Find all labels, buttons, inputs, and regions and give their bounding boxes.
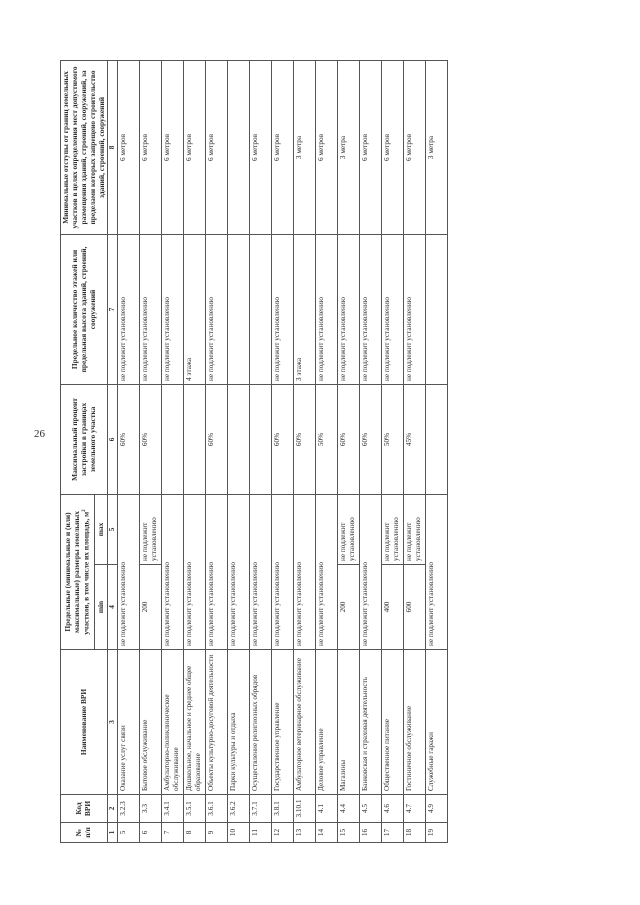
coverage-percent <box>184 384 206 494</box>
column-number: 1 <box>108 823 118 843</box>
table-row <box>272 60 294 842</box>
vri-name: Служебные гаражи <box>426 650 448 795</box>
table-row <box>316 60 338 842</box>
coverage-percent: 60% <box>360 384 382 494</box>
table-row <box>360 60 382 842</box>
row-number: 11 <box>250 823 272 843</box>
area-max: не подлежит установлению <box>404 494 426 564</box>
header-name: Наименование ВРИ <box>61 650 108 795</box>
area-limits: не подлежит установлению <box>228 494 250 649</box>
area-limits: не подлежит установлению <box>250 494 272 649</box>
table-row <box>404 60 426 842</box>
table-row <box>118 60 140 842</box>
header-code: Код ВРИ <box>61 795 108 823</box>
setback-limit: 3 метра <box>426 60 448 234</box>
area-limits: не подлежит установлению <box>206 494 228 649</box>
floors-limit: не подлежит установлению <box>382 234 404 384</box>
table-row <box>294 60 316 842</box>
column-number: 5 <box>108 494 118 564</box>
zoning-table <box>60 60 448 843</box>
floors-limit: не подлежит установлению <box>118 234 140 384</box>
row-number: 7 <box>162 823 184 843</box>
column-number: 6 <box>108 384 118 494</box>
coverage-percent: 60% <box>140 384 162 494</box>
table-row <box>382 60 404 842</box>
row-number: 10 <box>228 823 250 843</box>
floors-limit <box>250 234 272 384</box>
coverage-percent: 60% <box>118 384 140 494</box>
vri-name: Государственное управление <box>272 650 294 795</box>
area-max: не подлежит установлению <box>140 494 162 564</box>
vri-name: Магазины <box>338 650 360 795</box>
vri-name: Бытовое обслуживание <box>140 650 162 795</box>
floors-limit <box>228 234 250 384</box>
vri-code: 3.5.1 <box>184 795 206 823</box>
vri-code: 3.4.1 <box>162 795 184 823</box>
table-row <box>162 60 184 842</box>
setback-limit: 6 метров <box>184 60 206 234</box>
row-number: 19 <box>426 823 448 843</box>
vri-code: 3.3 <box>140 795 162 823</box>
coverage-percent <box>250 384 272 494</box>
floors-limit: не подлежит установлению <box>140 234 162 384</box>
table-row <box>250 60 272 842</box>
floors-limit: 4 этажа <box>184 234 206 384</box>
vri-code: 4.4 <box>338 795 360 823</box>
setback-limit: 6 метров <box>162 60 184 234</box>
vri-name: Объекты культурно-досуговой деятельности <box>206 650 228 795</box>
floors-limit: не подлежит установлению <box>206 234 228 384</box>
row-number: 9 <box>206 823 228 843</box>
setback-limit <box>228 60 250 234</box>
area-min: 400 <box>382 565 404 650</box>
vri-code: 3.6.1 <box>206 795 228 823</box>
table-row <box>338 60 360 842</box>
column-number: 7 <box>108 234 118 384</box>
floors-limit: не подлежит установлению <box>338 234 360 384</box>
row-number: 12 <box>272 823 294 843</box>
setback-limit: 6 метров <box>250 60 272 234</box>
vri-name: Парки культуры и отдыха <box>228 650 250 795</box>
table-row <box>426 60 448 842</box>
column-number: 8 <box>108 60 118 234</box>
setback-limit: 3 метра <box>294 60 316 234</box>
row-number: 5 <box>118 823 140 843</box>
floors-limit: 3 этажа <box>294 234 316 384</box>
area-limits: не подлежит установлению <box>184 494 206 649</box>
coverage-percent: 60% <box>206 384 228 494</box>
vri-code: 4.5 <box>360 795 382 823</box>
table-row <box>228 60 250 842</box>
setback-limit: 3 метра <box>338 60 360 234</box>
row-number: 15 <box>338 823 360 843</box>
area-limits: не подлежит установлению <box>360 494 382 649</box>
table-row <box>140 60 162 842</box>
coverage-percent: 60% <box>294 384 316 494</box>
area-min: 200 <box>338 565 360 650</box>
column-number: 2 <box>108 795 118 823</box>
floors-limit: не подлежит установлению <box>404 234 426 384</box>
coverage-percent: 45% <box>404 384 426 494</box>
vri-code: 3.7.1 <box>250 795 272 823</box>
setback-limit: 6 метров <box>360 60 382 234</box>
header-area-sup: 2 <box>81 509 87 512</box>
area-limits: не подлежит установлению <box>272 494 294 649</box>
vri-code: 3.10.1 <box>294 795 316 823</box>
row-number: 16 <box>360 823 382 843</box>
row-number: 13 <box>294 823 316 843</box>
vri-name: Гостиничное обслуживание <box>404 650 426 795</box>
coverage-percent: 50% <box>382 384 404 494</box>
setback-limit: 6 метров <box>272 60 294 234</box>
setback-limit: 6 метров <box>382 60 404 234</box>
table-header <box>61 60 118 842</box>
row-number: 17 <box>382 823 404 843</box>
header-coverage: Максимальный процент застройки в границах земельного участка <box>61 384 108 494</box>
vri-code: 4.6 <box>382 795 404 823</box>
floors-limit: не подлежит установлению <box>360 234 382 384</box>
header-area-group <box>61 494 95 649</box>
header-area-text: Предельные (минимальные и (или) максимальные) размеры земельных участков, в том числе их площадь, м <box>62 511 91 635</box>
row-number: 14 <box>316 823 338 843</box>
coverage-percent: 60% <box>272 384 294 494</box>
area-min: 600 <box>404 565 426 650</box>
column-number: 3 <box>108 650 118 795</box>
vri-code: 3.6.2 <box>228 795 250 823</box>
vri-name: Банковская и страховая деятельность <box>360 650 382 795</box>
coverage-percent: 60% <box>338 384 360 494</box>
vri-name: Дошкольное, начальное и среднее общее образование <box>184 650 206 795</box>
floors-limit: не подлежит установлению <box>272 234 294 384</box>
vri-name: Осуществление религиозных обрядов <box>250 650 272 795</box>
vri-name: Оказание услуг связи <box>118 650 140 795</box>
area-max: не подлежит установлению <box>382 494 404 564</box>
floors-limit: не подлежит установлению <box>162 234 184 384</box>
row-number: 8 <box>184 823 206 843</box>
vri-code: 4.7 <box>404 795 426 823</box>
header-num: № п/п <box>61 823 108 843</box>
area-limits: не подлежит установлению <box>426 494 448 649</box>
coverage-percent <box>426 384 448 494</box>
setback-limit: 6 метров <box>404 60 426 234</box>
vri-code: 3.2.3 <box>118 795 140 823</box>
column-number-row <box>108 60 118 842</box>
area-limits: не подлежит установлению <box>316 494 338 649</box>
page-number: 26 <box>34 428 45 440</box>
area-limits: не подлежит установлению <box>118 494 140 649</box>
vri-name: Общественное питание <box>382 650 404 795</box>
table-body <box>118 60 448 842</box>
table-row <box>206 60 228 842</box>
header-setback: Минимальные отступы от границ земельных участков в целях определения мест допустимого размещения зданий, строений, сооружений, за пределами которых запрещено строительство зданий, строений, сооружений <box>61 60 108 234</box>
coverage-percent <box>228 384 250 494</box>
floors-limit <box>426 234 448 384</box>
vri-code: 4.1 <box>316 795 338 823</box>
vri-name: Деловое управление <box>316 650 338 795</box>
vri-name: Амбулаторное ветеринарное обслуживание <box>294 650 316 795</box>
area-min: 200 <box>140 565 162 650</box>
vri-code: 3.8.1 <box>272 795 294 823</box>
row-number: 6 <box>140 823 162 843</box>
floors-limit: не подлежит установлению <box>316 234 338 384</box>
table-row <box>184 60 206 842</box>
setback-limit: 6 метров <box>206 60 228 234</box>
coverage-percent <box>162 384 184 494</box>
header-max: max <box>94 494 107 564</box>
setback-limit: 6 метров <box>118 60 140 234</box>
setback-limit: 6 метров <box>316 60 338 234</box>
header-floors: Предельное количество этажей или предельная высота зданий, строений, сооружений <box>61 234 108 384</box>
area-limits: не подлежит установлению <box>162 494 184 649</box>
area-limits: не подлежит установлению <box>294 494 316 649</box>
vri-code: 4.9 <box>426 795 448 823</box>
coverage-percent: 50% <box>316 384 338 494</box>
setback-limit: 6 метров <box>140 60 162 234</box>
vri-name: Амбулаторно-поликлиническое обслуживание <box>162 650 184 795</box>
column-number: 4 <box>108 565 118 650</box>
row-number: 18 <box>404 823 426 843</box>
header-min: min <box>94 565 107 650</box>
area-max: не подлежит установлению <box>338 494 360 564</box>
